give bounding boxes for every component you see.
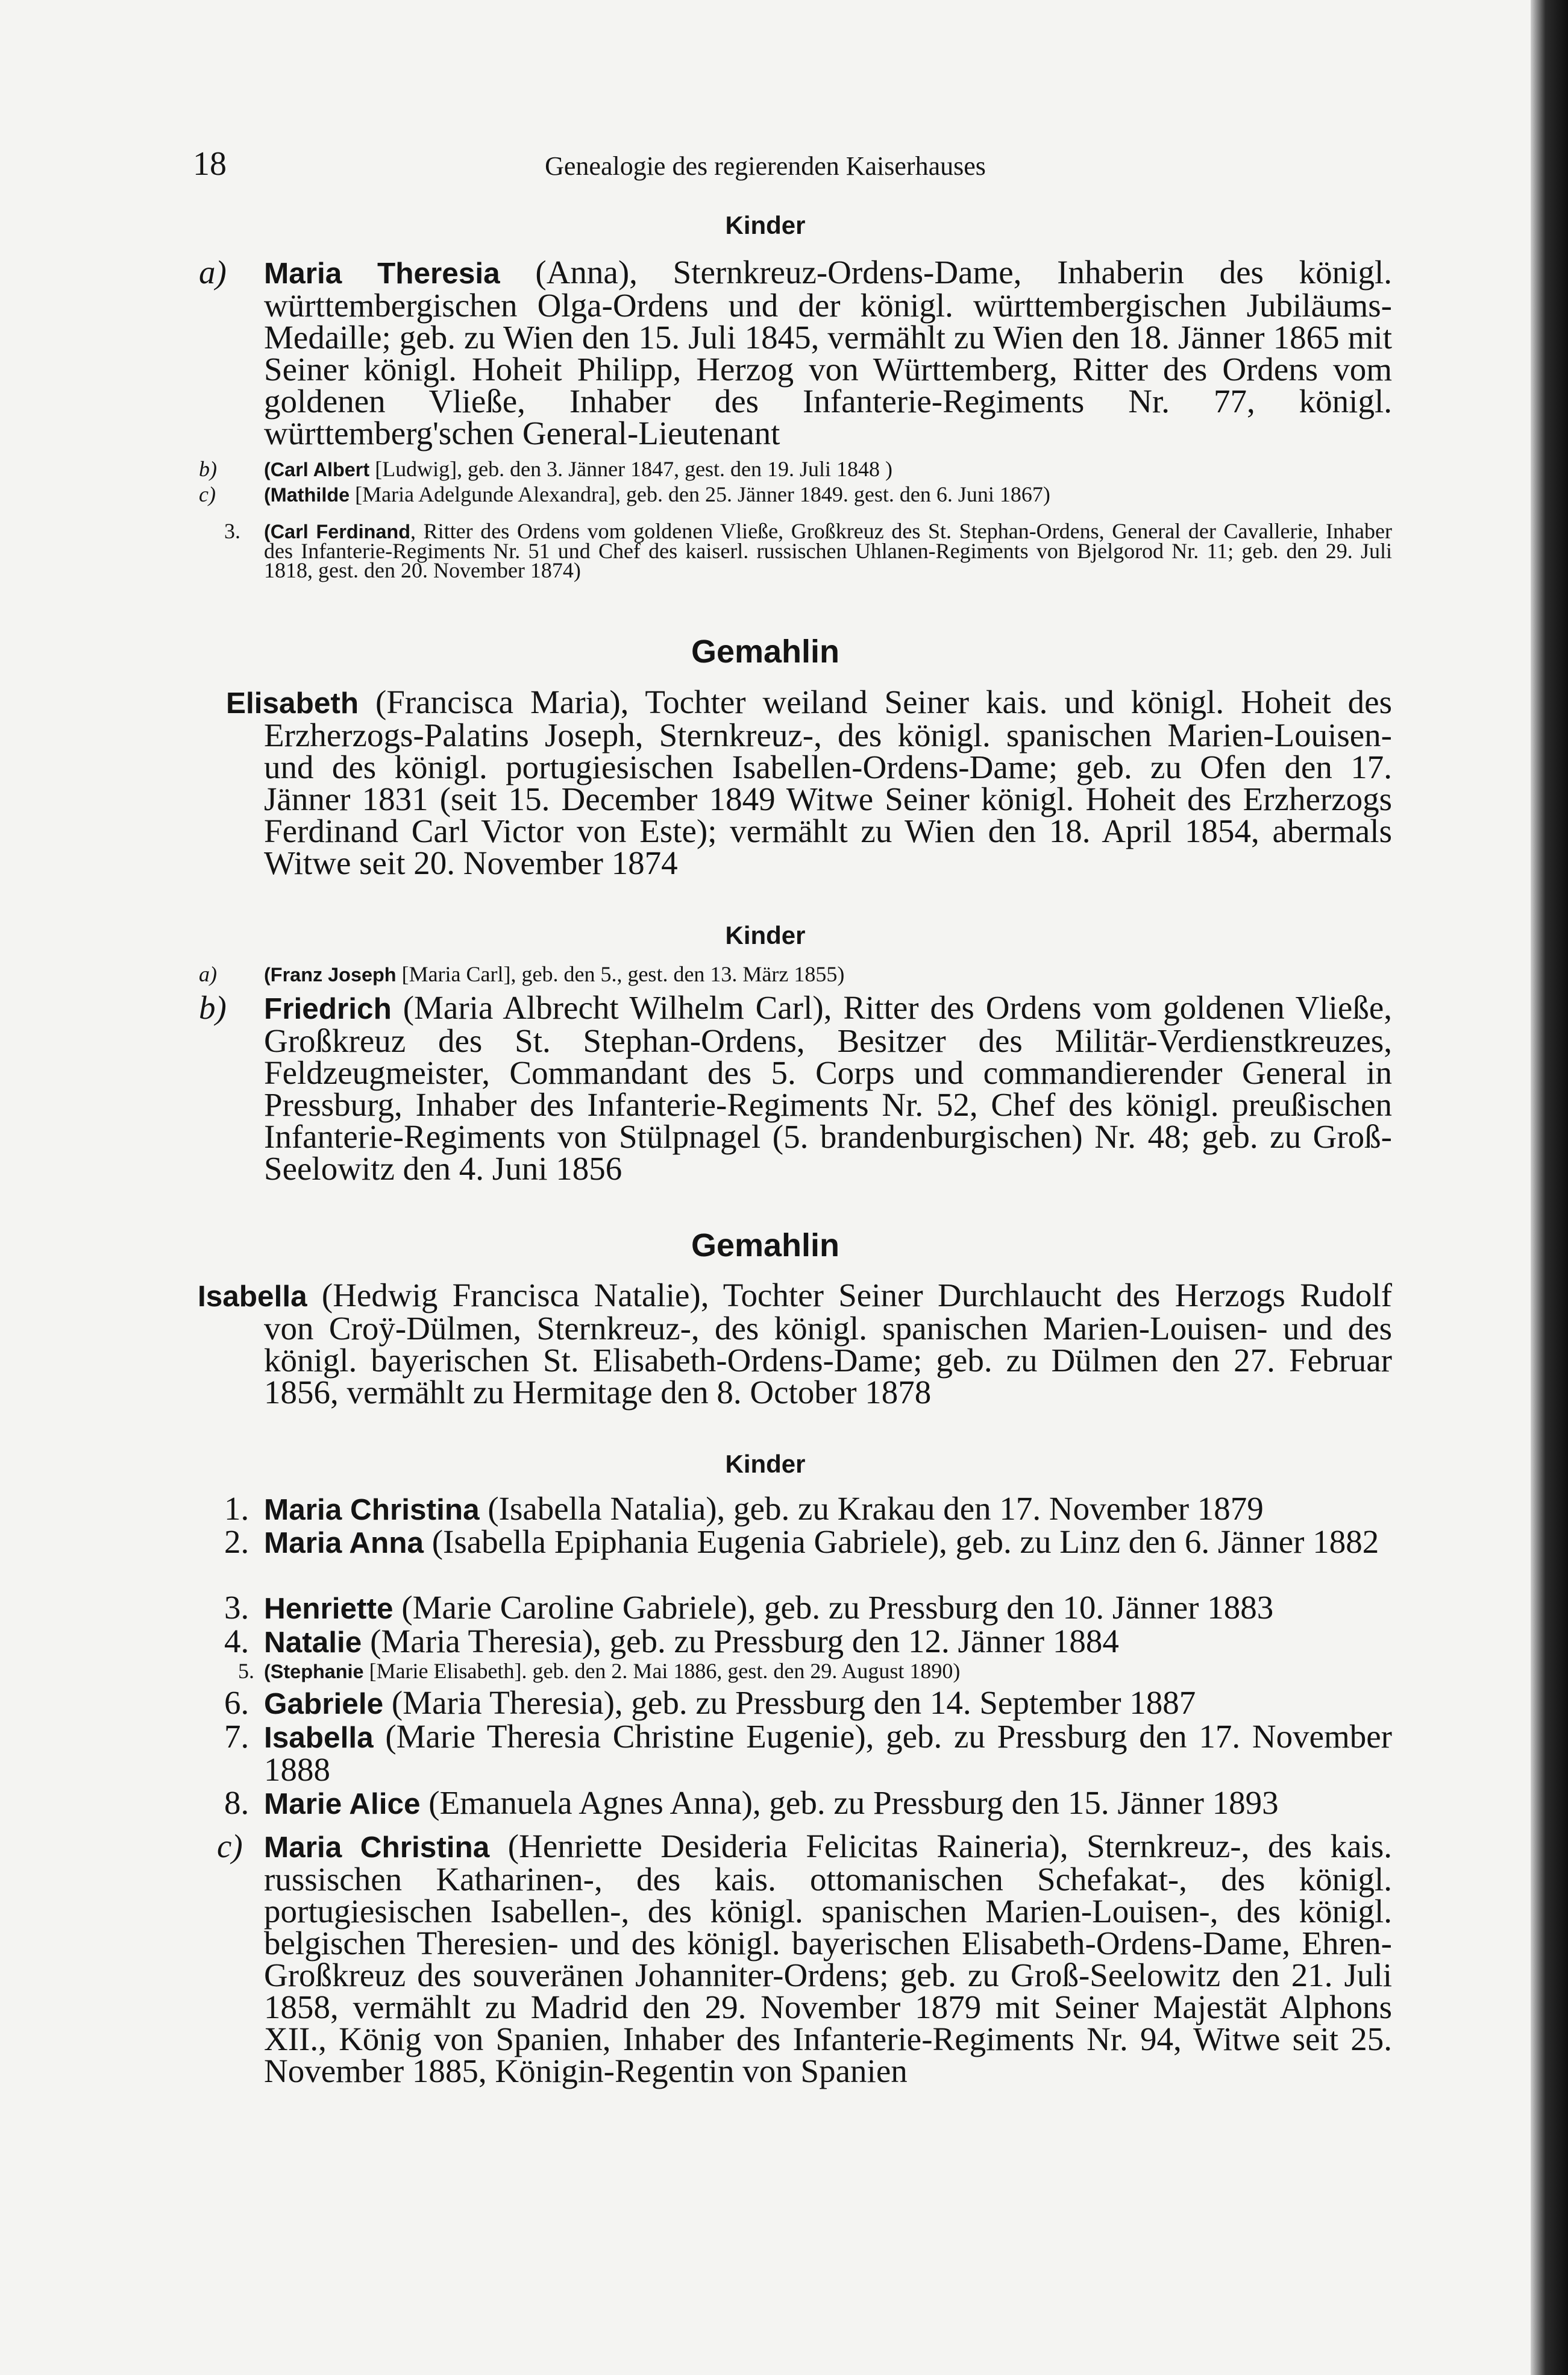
entry-marker: 4. bbox=[224, 1623, 249, 1659]
entry-name: Natalie bbox=[264, 1626, 362, 1659]
entry-body: , Ritter des Ordens vom goldenen Vließe, Großkreuz des St. Stephan-Ordens, General der Cavallerie, Inhaber des Infanterie-Regiments Nr. 51 und Chef des kaiserl. russischen Uhlanen-Regiments von Bjelgorod Nr. 11; geb. den 29. Juli 1818, gest. den 20. November 1874) bbox=[264, 519, 1392, 582]
entry-marker: 2. bbox=[224, 1523, 249, 1560]
entry-body: (Marie Theresia Christine Eugenie), geb. zu Pressburg den 17. November 1888 bbox=[264, 1718, 1392, 1788]
entry-body: (Hedwig Francisca Natalie), Tochter Seiner Durchlaucht des Herzogs Rudolf von Croÿ-Dülmen, Sternkreuz-, des königl. spanischen Marien-Louisen- und des königl. bayerischen St. Elisabeth-Ordens-Dame; geb. zu Dülmen den 27. Februar 1856, vermählt zu Hermitage den 8. October 1878 bbox=[264, 1277, 1392, 1411]
section-heading: Kinder bbox=[725, 921, 806, 949]
entry-marker: 5. bbox=[238, 1659, 254, 1683]
entry-text bbox=[264, 989, 1392, 1187]
entry-name: (Franz Joseph bbox=[264, 964, 397, 986]
entry-marker: b) bbox=[199, 989, 227, 1026]
entry-text bbox=[198, 1277, 1392, 1411]
entry-marker: 3. bbox=[224, 1589, 249, 1626]
entry-body: (Francisca Maria), Tochter weiland Seiner kais. und königl. Hoheit des Erzherzogs-Palatins Joseph, Sternkreuz-, des königl. spanischen Marien-Louisen- und des königl. portugiesischen Isabellen-Ordens-Dame; geb. zu Ofen den 17. Jänner 1831 (seit 15. December 1849 Witwe Seiner königl. Hoheit des Erzherzogs Ferdinand Carl Victor von Este); vermählt zu Wien den 18. April 1854, abermals Witwe seit 20. November 1874 bbox=[264, 684, 1392, 881]
entry-name: Maria Christina bbox=[264, 1493, 480, 1526]
section-heading: Gemahlin bbox=[691, 634, 840, 670]
entry-text bbox=[264, 964, 1392, 984]
entry-body: (Isabella Epiphania Eugenia Gabriele), geb. zu Linz den 6. Jänner 1882 bbox=[423, 1523, 1379, 1560]
entry-name: Maria Christina bbox=[264, 1831, 490, 1864]
entry-text bbox=[264, 1830, 1392, 2087]
entry-name: Gabriele bbox=[264, 1687, 384, 1720]
entry-text bbox=[264, 459, 1392, 479]
running-head: Genealogie des regierenden Kaiserhauses bbox=[545, 151, 986, 181]
entry-name: (Stephanie bbox=[264, 1661, 364, 1682]
entry-marker: c) bbox=[217, 1828, 243, 1864]
entry-name: Henriette bbox=[264, 1592, 394, 1625]
section-heading: Kinder bbox=[725, 211, 806, 239]
entry-text bbox=[264, 1490, 1392, 1527]
entry-body: [Maria Adelgunde Alexandra], geb. den 25. Jänner 1849. gest. den 6. Juni 1867) bbox=[350, 482, 1050, 506]
entry-text bbox=[264, 1591, 1392, 1625]
entry-text bbox=[264, 1784, 1392, 1821]
entry-marker: 1. bbox=[224, 1490, 249, 1527]
entry-name: Isabella bbox=[264, 1721, 374, 1754]
entry-body: (Marie Caroline Gabriele), geb. zu Pressburg den 10. Jänner 1883 bbox=[393, 1589, 1274, 1626]
entry-marker: a) bbox=[199, 254, 227, 291]
entry-name: (Mathilde bbox=[264, 484, 350, 506]
entry-marker: c) bbox=[199, 482, 216, 506]
entry-body: [Ludwig], geb. den 3. Jänner 1847, gest. den 19. Juli 1848 ) bbox=[369, 457, 893, 481]
entry-name: Marie Alice bbox=[264, 1787, 421, 1820]
entry-name: Maria Theresia bbox=[264, 257, 500, 290]
entry-marker: 6. bbox=[224, 1684, 249, 1721]
entry-marker: 7. bbox=[224, 1718, 249, 1755]
entry-text bbox=[264, 256, 1392, 449]
entry-name: Friedrich bbox=[264, 992, 392, 1025]
entry-body: (Emanuela Agnes Anna), geb. zu Pressburg den 15. Jänner 1893 bbox=[420, 1784, 1279, 1821]
entry-marker: 8. bbox=[224, 1784, 249, 1821]
entry-name: (Carl Albert bbox=[264, 459, 370, 480]
entry-body: (Isabella Natalia), geb. zu Krakau den 17. November 1879 bbox=[479, 1490, 1264, 1527]
entry-marker: 3. bbox=[224, 519, 240, 543]
binding-edge bbox=[1531, 0, 1568, 2375]
entry-text bbox=[264, 1684, 1392, 1721]
entry-body: (Henriette Desideria Felicitas Raineria), Sternkreuz-, des kais. russischen Katharinen-, des kais. ottomanischen Schefakat-, des königl. portugiesischen Isabellen-, des königl. spanischen Marien-Louisen-, des königl. belgischen Theresien- und des königl. bayerischen Elisabeth-Ordens-Dame, Ehren-Großkreuz des souveränen Johanniter-Ordens; geb. zu Groß-Seelowitz den 21. Juli 1858, vermählt zu Madrid den 29. November 1879 mit Seiner Majestät Alphons XII., König von Spanien, Inhaber des Infanterie-Regiments Nr. 94, Witwe seit 25. November 1885, Königin-Regentin von Spanien bbox=[264, 1828, 1392, 2089]
entry-text bbox=[264, 482, 1392, 506]
entry-text bbox=[264, 1625, 1392, 1658]
entry-name: (Carl Ferdinand bbox=[264, 521, 411, 543]
entry-body: [Maria Carl], geb. den 5., gest. den 13. März 1855) bbox=[396, 962, 845, 986]
entry-body: [Marie Elisabeth]. geb. den 2. Mai 1886, gest. den 29. August 1890) bbox=[363, 1659, 961, 1683]
entry-text bbox=[264, 1661, 1392, 1681]
entry-body: (Maria Theresia), geb. zu Pressburg den 12. Jänner 1884 bbox=[362, 1623, 1119, 1659]
section-heading: Kinder bbox=[725, 1450, 806, 1478]
entry-marker: a) bbox=[199, 962, 217, 986]
section-heading: Gemahlin bbox=[691, 1227, 840, 1263]
entry-body: (Anna), Sternkreuz-Ordens-Dame, Inhaberin des königl. württembergischen Olga-Ordens und der königl. württembergischen Jubiläums-Medaille; geb. zu Wien den 15. Juli 1845, vermählt zu Wien den 18. Jänner 1865 mit Seiner königl. Hoheit Philipp, Herzog von Württemberg, Ritter des Ordens vom goldenen Vließe, Inhaber des Infanterie-Regiments Nr. 77, königl. württemberg'schen General-Lieutenant bbox=[264, 254, 1392, 451]
entry-body: (Maria Albrecht Wilhelm Carl), Ritter des Ordens vom goldenen Vließe, Großkreuz des St. Stephan-Ordens, Besitzer des Militär-Verdienstkreuzes, Feldzeugmeister, Commandant des 5. Corps und commandierender General in Pressburg, Inhaber des Infanterie-Regiments Nr. 52, Chef des königl. preußischen Infanterie-Regiments von Stülpnagel (5. brandenburgischen) Nr. 48; geb. zu Groß-Seelowitz den 4. Juni 1856 bbox=[264, 989, 1392, 1187]
page-number: 18 bbox=[193, 145, 227, 183]
entry-marker: b) bbox=[199, 457, 217, 481]
entry-text bbox=[264, 1523, 1392, 1560]
entry-name: Isabella bbox=[198, 1280, 307, 1313]
entry-text bbox=[264, 521, 1392, 580]
entry-name: Elisabeth bbox=[226, 687, 359, 720]
entry-text bbox=[226, 686, 1392, 879]
entry-text bbox=[264, 1718, 1392, 1788]
entry-body: (Maria Theresia), geb. zu Pressburg den 14. September 1887 bbox=[383, 1684, 1196, 1721]
entry-name: Maria Anna bbox=[264, 1526, 424, 1559]
